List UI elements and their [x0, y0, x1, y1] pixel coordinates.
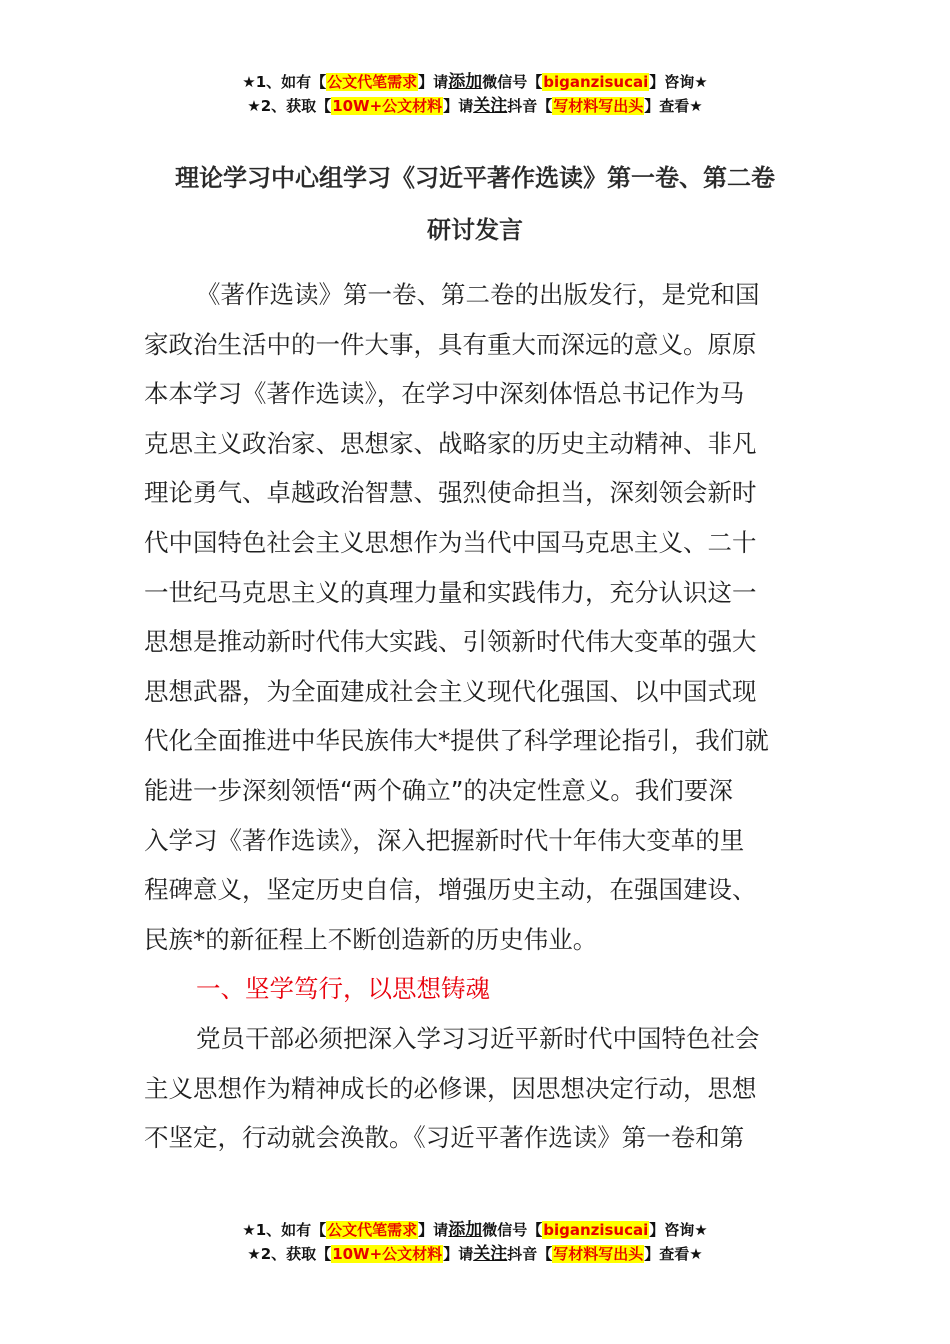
- banner-text: 】请: [418, 73, 449, 91]
- banner-text: 微信号【: [482, 1221, 543, 1239]
- paragraph-line: 《著作选读》第一卷、第二卷的出版发行，是党和国: [196, 280, 760, 309]
- paragraph-line: 党员干部必须把深入学习习近平新时代中国特色社会: [196, 1023, 760, 1053]
- paragraph-line: 一世纪马克思主义的真理力量和实践伟力，充分认识这一: [144, 577, 757, 607]
- banner-highlight: 写材料写出头: [553, 97, 644, 115]
- banner-underline: 关注: [473, 96, 508, 116]
- banner-highlight: biganzisucai: [543, 73, 649, 91]
- title-line-2: 研讨发言: [427, 216, 523, 244]
- paragraph-line: 能进一步深刻领悟“两个确立”的决定性意义。我们要深: [144, 775, 733, 805]
- banner-line-2: [0, 1242, 950, 1266]
- section-heading: 一、坚学笃行，以思想铸魂: [196, 974, 490, 1004]
- banner-text: ★1、如有【: [242, 1221, 327, 1239]
- banner-text: 】查看★: [644, 97, 703, 115]
- paragraph-line: 程碑意义，坚定历史自信，增强历史主动，在强国建设、: [144, 875, 757, 905]
- banner-text: 抖音【: [507, 1245, 553, 1263]
- banner-line-2: [0, 94, 950, 118]
- banner-text: 】咨询★: [649, 1221, 708, 1239]
- banner-text: 微信号【: [482, 73, 543, 91]
- paragraph-line: 入学习《著作选读》，深入把握新时代十年伟大变革的里: [144, 825, 745, 855]
- banner-text: ★2、获取【: [247, 1245, 332, 1263]
- paragraph-line: 本本学习《著作选读》，在学习中深刻体悟总书记作为马: [144, 379, 745, 409]
- paragraph-line: 民族*的新征程上不断创造新的历史伟业。: [144, 924, 598, 954]
- banner-highlight: 10W+公文材料: [332, 1245, 443, 1263]
- document-title: [110, 152, 840, 256]
- footer-banner: [0, 1218, 950, 1266]
- banner-highlight: 写材料写出头: [553, 1245, 644, 1263]
- banner-text: 抖音【: [507, 97, 553, 115]
- banner-underline: 添加: [448, 72, 483, 92]
- banner-text: 】请: [418, 1221, 449, 1239]
- paragraph-line: 家政治生活中的一件大事，具有重大而深远的意义。原原: [144, 329, 757, 359]
- paragraph-line: 代化全面推进中华民族伟大*提供了科学理论指引，我们就: [144, 726, 769, 756]
- banner-text: 】咨询★: [649, 73, 708, 91]
- paragraph-line: 思想武器，为全面建成社会主义现代化强国、以中国式现: [144, 676, 757, 706]
- banner-highlight: 公文代笔需求: [327, 73, 418, 91]
- banner-underline: 添加: [448, 1220, 483, 1240]
- banner-text: 】请: [443, 1245, 474, 1263]
- banner-text: ★2、获取【: [247, 97, 332, 115]
- paragraph-line: 思想是推动新时代伟大实践、引领新时代伟大变革的强大: [144, 627, 757, 657]
- document-body: [144, 270, 799, 1163]
- banner-line-1: [0, 1218, 950, 1242]
- banner-highlight: 公文代笔需求: [327, 1221, 418, 1239]
- banner-text: ★1、如有【: [242, 73, 327, 91]
- header-banner: [0, 70, 950, 118]
- paragraph-line: 不坚定，行动就会涣散。《习近平著作选读》第一卷和第: [144, 1123, 745, 1153]
- paragraph-line: 克思主义政治家、思想家、战略家的历史主动精神、非凡: [144, 428, 757, 458]
- paragraph-line: 代中国特色社会主义思想作为当代中国马克思主义、二十: [144, 527, 757, 557]
- paragraph-line: 理论勇气、卓越政治智慧、强烈使命担当，深刻领会新时: [144, 478, 757, 508]
- banner-highlight: 10W+公文材料: [332, 97, 443, 115]
- banner-text: 】请: [443, 97, 474, 115]
- banner-underline: 关注: [473, 1244, 508, 1264]
- banner-line-1: [0, 70, 950, 94]
- title-line-1: 理论学习中心组学习《习近平著作选读》第一卷、第二卷: [175, 164, 775, 192]
- banner-highlight: biganzisucai: [543, 1221, 649, 1239]
- banner-text: 】查看★: [644, 1245, 703, 1263]
- paragraph-line: 主义思想作为精神成长的必修课，因思想决定行动，思想: [144, 1073, 757, 1103]
